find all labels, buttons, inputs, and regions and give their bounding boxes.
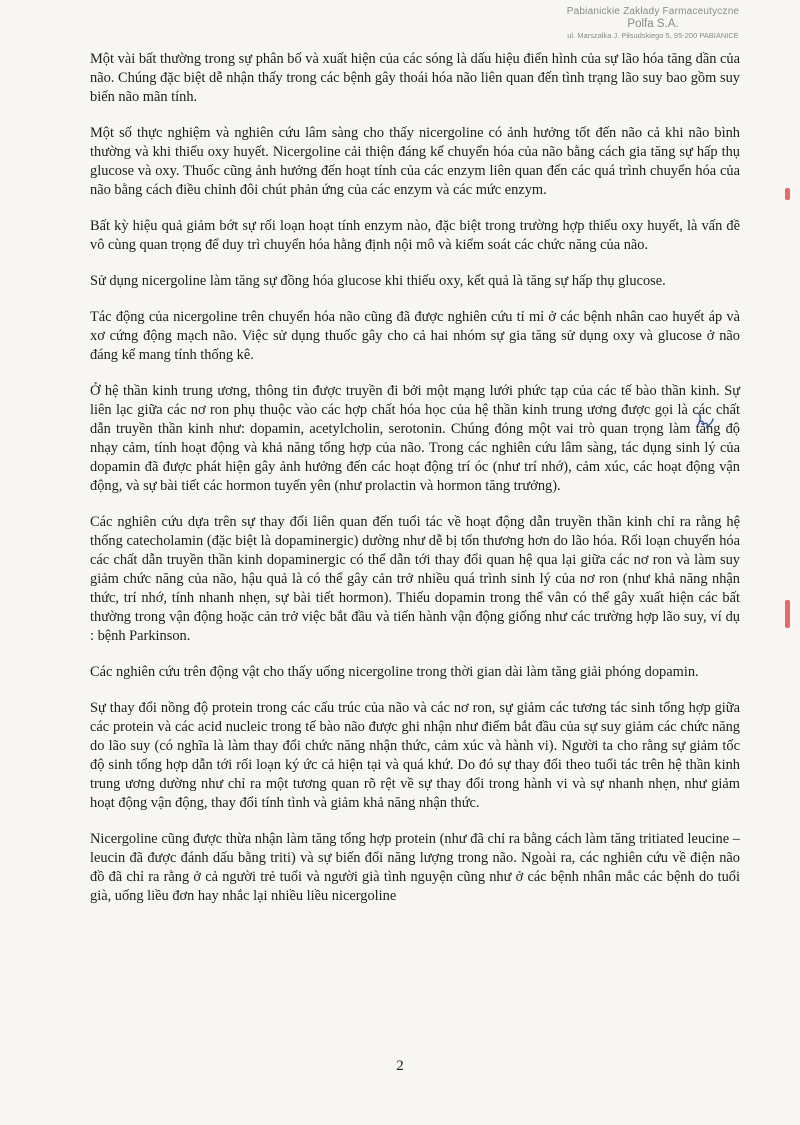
paragraph-7: Các nghiên cứu dựa trên sự thay đổi liên quan đến tuổi tác về hoạt động dẫn truyền thần kinh chỉ ra rằng hệ thống catecholamin (đặc biệt là dopaminergic) dường như dễ bị tổn thương hơn do lão hóa. Rối loạn chuyển hóa các chất dẫn truyền thần kinh dopaminergic có thể dẫn tới thay đổi quan hệ qua lại giữa các nơ ron và làm suy giảm chức năng của não, hậu quả là có thể gây cản trở nhiều quá trình sinh lý của nơ ron (như khả năng nhận thức, trí nhớ, tính nhanh nhẹn, sự bài tiết hormon). Thiếu dopamin trong thể vân có thể gây xuất hiện các bất thường trong vận động hoặc cản trở việc bắt đầu và tiến hành vận động giống như các trường hợp lão suy, ví dụ : bệnh Parkinson. <box>90 514 740 644</box>
paragraph-5: Tác động của nicergoline trên chuyển hóa não cũng đã được nghiên cứu tỉ mỉ ở các bệnh nhân cao huyết áp và xơ cứng động mạch não. Việc sử dụng thuốc gây cho cả hai nhóm sự gia tăng sử dụng oxy và glucose ở não đáng kể mang tính thống kê. <box>90 309 740 363</box>
paragraph-1: Một vài bất thường trong sự phân bố và xuất hiện của các sóng là dấu hiệu điển hình của sự lão hóa tăng dần của não. Chúng đặc biệt dễ nhận thấy trong các bệnh gây thoái hóa não liên quan đến tình trạng lão suy bao gồm suy biến não mãn tính. <box>90 51 740 105</box>
paragraph-8: Các nghiên cứu trên động vật cho thấy uống nicergoline trong thời gian dài làm tăng giải phóng dopamin. <box>90 664 699 680</box>
edge-mark <box>785 188 790 200</box>
paragraph-10: Nicergoline cũng được thừa nhận làm tăng tổng hợp protein (như đã chỉ ra bằng cách làm tăng tritiated leucine – leucin đã được đánh dấu bằng triti) và sự biến đổi năng lượng trong não. Ngoài ra, các nghiên cứu về điện não đồ đã chỉ ra rằng ở cả người trẻ tuổi và người già tình nguyện cũng như ở các bệnh nhân mắc các bệnh do tuổi già, uống liều đơn hay nhắc lại nhiều liều nicergoline <box>90 831 740 904</box>
page-number: 2 <box>396 1058 404 1074</box>
handwritten-initials <box>694 410 716 432</box>
stamp-company-name: Pabianickie Zakłady Farmaceutyczne <box>566 6 740 17</box>
paragraph-3: Bất kỳ hiệu quả giảm bớt sự rối loạn hoạt tính enzym nào, đặc biệt trong trường hợp thiếu oxy huyết, là vấn đề vô cùng quan trọng để duy trì chuyển hóa hằng định nội mô và kiểm soát các chức năng của não. <box>90 218 740 253</box>
edge-mark <box>785 600 790 628</box>
paragraph-6: Ở hệ thần kinh trung ương, thông tin được truyền đi bởi một mạng lưới phức tạp của các tế bào thần kinh. Sự liên lạc giữa các nơ ron phụ thuộc vào các hợp chất hóa học của hệ thần kinh trung ương được gọi là các chất dẫn truyền thần kinh như: dopamin, acetylcholin, serotonin. Chúng đóng một vai trò quan trọng làm tăng độ nhạy cảm, tính hoạt động và khả năng tổng hợp của não. Trong các nghiên cứu lâm sàng, tác dụng sinh lý của dopamin đã được phát hiện gây ảnh hưởng đến các hoạt động trí óc (như trí nhớ), cảm xúc, các hoạt động vận động, và sự bài tiết các hormon tuyến yên (như prolactin và hormon tăng trưởng). <box>90 383 740 494</box>
document-body <box>90 50 740 923</box>
paragraph-2: Một số thực nghiệm và nghiên cứu lâm sàng cho thấy nicergoline có ảnh hưởng tốt đến não cả khi não bình thường và khi thiếu oxy huyết. Nicergoline cải thiện đáng kể chuyển hóa của não bằng cách gia tăng sự hấp thụ glucose và oxy. Thuốc cũng ảnh hưởng đến hoạt tính của các enzym liên quan đến các quá trình chuyển hóa của não bằng cách điều chỉnh đôi chút phản ứng của các enzym và các mức enzym. <box>90 125 740 198</box>
stamp-address: ul. Marszałka J. Piłsudskiego 5, 95-200 PABIANICE <box>567 31 739 40</box>
stamp-company: Polfa S.A. <box>627 18 679 30</box>
paragraph-4: Sử dụng nicergoline làm tăng sự đồng hóa glucose khi thiếu oxy, kết quả là tăng sự hấp thụ glucose. <box>90 273 666 289</box>
company-stamp <box>528 6 778 41</box>
paragraph-9: Sự thay đổi nồng độ protein trong các cấu trúc của não và các nơ ron, sự giảm các tương tác sinh tổng hợp giữa các protein và các acid nucleic trong tế bào não được ghi nhận như điểm bắt đầu của sự suy giảm các chức năng do lão suy (có nghĩa là làm thay đổi chức năng nhận thức, cảm xúc và hành vi). Người ta cho rằng sự giảm tốc độ sinh tổng hợp dẫn tới rối loạn ký ức cả hiện tại và quá khứ. Do đó sự thay đổi theo tuổi tác trên hệ thần kinh trung ương dường như chỉ ra một tương quan rõ rệt về sự thay đổi trong hành vi và sự nhanh nhẹn, như giảm hoạt động vận động, thay đổi tính tình và giảm khả năng nhận thức. <box>90 700 740 811</box>
